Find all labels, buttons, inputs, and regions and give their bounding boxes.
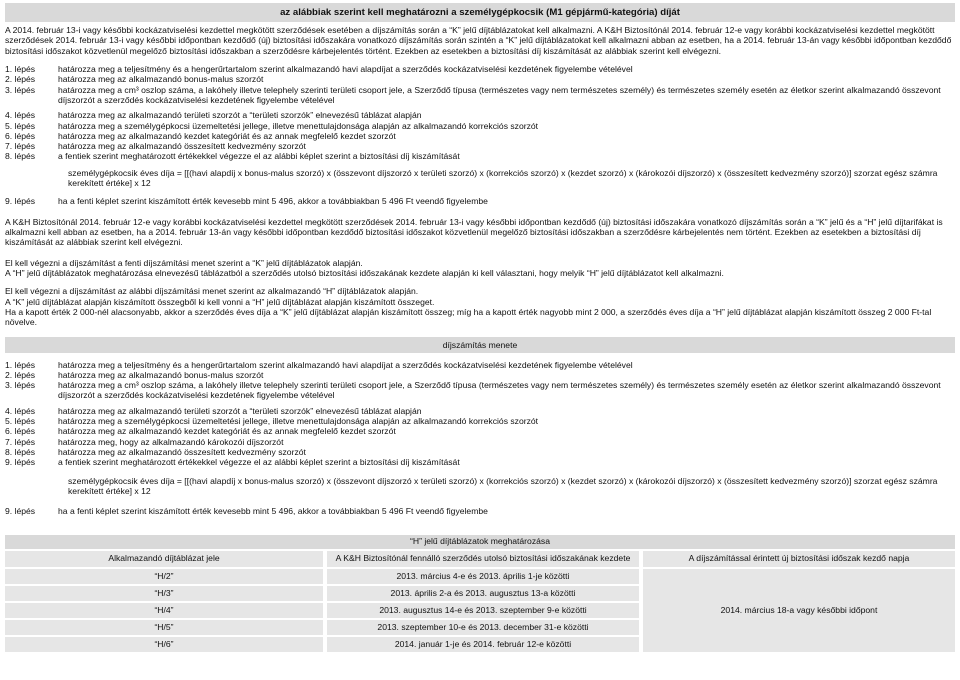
step-text: határozza meg, hogy az alkalmazandó károkozói díjszorzót <box>58 436 284 447</box>
step-number: 9. lépés <box>5 457 36 468</box>
document-page <box>5 3 955 654</box>
h-tariff-table <box>5 533 955 654</box>
step-text: határozza meg a cm³ oszlop száma, a lakóhely illetve telephely szerinti területi csoport jele, a Szerződő típusa (természetes vagy nem természetes személy) és természetes személy esetén az életkor szerint alkalmazandó összevont díjszorzót a szerződés kockázatviselési kezdetének figyelembe vételével <box>58 84 941 105</box>
table-cell-period: 2013. április 2-a és 2013. augusztus 13-a közötti <box>327 586 639 601</box>
step-text: határozza meg a személygépkocsi üzemeltetési jellege, illetve menettulajdonsága alapján az alkalmazandó korrekciós szorzót <box>58 416 539 427</box>
table-cell-period: 2014. január 1-je és 2014. február 12-e közötti <box>327 637 639 652</box>
step-text: ha a fenti képlet szerint kiszámított érték kevesebb mint 5 496, akkor a továbbiakban 5 496 Ft veendő figyelembe <box>58 506 488 517</box>
h-tariff-paragraph: A K&H Biztosítónál 2014. február 12-e vagy korábbi kockázatviselési kezdettel megkötött szerződések 2014. február 13-i vagy későbbi időpontban kezdődő (új) biztosítási időszakára vonatkozó díjszámítás során a “K” jelű és a “H” jelű díjtarifákat is alkalmazni kell abban az esetben, ha a 2014. február 13-án vagy későbbi időpontban kezdődő biztosítási időszakot közvetlenül megelőző biztosítási időszakban a szerződésre kárbejelentés nem történt. Ezekben az esetekben a biztosítási díj kiszámítását az alábbiak szerint kell elvégezni. <box>5 216 943 248</box>
step-number: 5. lépés <box>5 416 36 427</box>
formula-h: személygépkocsik éves díja = [[(havi alapdíj x bonus-malus szorzó) x (összevont díjszorzó x területi szorzó) x (korrekciós szorzó) x (kezdet szorzó) x (károkozói díjszorzó) x (összesített kedvezmény szorzó)] szorzat egész számra kerekített értéke] x 12 <box>68 475 938 496</box>
table-cell-code: “H/2” <box>5 569 323 584</box>
table-header: Alkalmazandó díjtáblázat jele <box>5 551 323 567</box>
step-text: határozza meg az alkalmazandó összesített kedvezmény szorzót <box>58 141 306 152</box>
step-number: 3. lépés <box>5 84 36 95</box>
table-cell-period: 2013. március 4-e és 2013. április 1-je közötti <box>327 569 639 584</box>
table-cell-code: “H/3” <box>5 586 323 601</box>
step-text: a fentiek szerint meghatározott értékekkel végezze el az alábbi képlet szerint a biztosítási díj kiszámítását <box>58 151 460 162</box>
intro-paragraph: A 2014. február 13-i vagy későbbi kockázatviselési kezdettel megkötött szerződések esetében a díjszámítás során a “K” jelű díjtáblázatokat kell alkalmazni. A K&H Biztosítónál 2014. február 12-e vagy korábbi kockázatviselési kezdettel megkötött szerződések 2014. február 13-i vagy későbbi időpontban kezdődő (új) biztosítási időszakára vonatkozó díjszámítás során szintén a “K” jelű díjtáblázatokat kell alkalmazni abban az esetben, ha a 2014. február 13-án vagy későbbi időpontban kezdődő biztosítási időszakot közvetlenül megelőző biztosítási időszakban a szerződésre kárbejelentés történt. Ezekben az esetekben a biztosítási díj kiszámítását az alábbiak szerint kell elvégezni. <box>5 25 952 56</box>
step-text: határozza meg az alkalmazandó kezdet kategóriát és az annak megfelelő kezdet szorzót <box>58 426 396 437</box>
calc-paragraph-2: El kell végezni a díjszámítást az alábbi díjszámítási menet szerint az alkalmazandó “H” díjtáblázatok alapján. A “K” jelű díjtáblázat alapján kiszámított összegből ki kell vonni a “H” jelű díjtáblázat alapján kiszámított összeget. Ha a kapott érték 2 000-nél alacsonyabb, akkor a szerződés éves díja a “K” jelű díjtáblázat alapján kiszámított összeg; míg ha a kapott érték nagyobb mint 2 000, a szerződés éves díja a “H” jelű díjtáblázat alapján kiszámított összeg 2 000 Ft-tal növelve. <box>5 286 932 328</box>
calc-process-title: díjszámítás menete <box>442 339 518 350</box>
step-text: határozza meg az alkalmazandó bonus-malus szorzót <box>58 74 264 85</box>
table-row <box>5 569 955 584</box>
steps-h-list <box>5 360 955 468</box>
table-cell-period: 2013. szeptember 10-e és 2013. december 31-e közötti <box>327 620 639 635</box>
step-text: határozza meg az alkalmazandó kezdet kategóriát és az annak megfelelő kezdet szorzót <box>58 130 396 141</box>
table-title: “H” jelű díjtáblázatok meghatározása <box>5 535 955 549</box>
step-number: 9. lépés <box>5 196 36 207</box>
calc-paragraph-1: El kell végezni a díjszámítást a fenti díjszámítási menet szerint a “K” jelű díjtáblázatok alapján. A “H” jelű díjtáblázatok meghatározása elnevezésű táblázatból a szerződés utolsó biztosítási időszakának kezdete alapján ki kell választani, hogy melyik “H” jelű díjtáblázatot kell alkalmazni. <box>5 257 724 278</box>
step-number: 8. lépés <box>5 151 36 162</box>
step-text: határozza meg az alkalmazandó bonus-malus szorzót <box>58 369 264 380</box>
step-text: határozza meg az alkalmazandó összesített kedvezmény szorzót <box>58 447 306 457</box>
step-number: 8. lépés <box>5 447 36 457</box>
table-header: A díjszámítással érintett új biztosítási időszak kezdő napja <box>643 551 955 567</box>
table-cell-code: “H/5” <box>5 620 323 635</box>
table-cell-code: “H/4” <box>5 603 323 618</box>
step-text: határozza meg a személygépkocsi üzemeltetési jellege, illetve menettulajdonsága alapján az alkalmazandó korrekciós szorzót <box>58 120 539 131</box>
step-number: 1. lépés <box>5 63 36 74</box>
step-text: ha a fenti képlet szerint kiszámított érték kevesebb mint 5 496, akkor a továbbiakban 5 496 Ft veendő figyelembe <box>58 196 488 207</box>
calc-process-bar <box>5 337 955 353</box>
step-text: határozza meg a teljesítmény és a hengerűrtartalom szerint alkalmazandó havi alapdíjat a szerződés kockázatviselési kezdetének figyelembe vételével <box>58 63 633 74</box>
step-text: a fentiek szerint meghatározott értékekkel végezze el az alábbi képlet szerint a biztosítási díj kiszámítását <box>58 457 460 468</box>
step9-k <box>5 196 955 206</box>
step-number: 7. lépés <box>5 141 36 152</box>
step-number: 5. lépés <box>5 120 36 131</box>
step-text: határozza meg a cm³ oszlop száma, a lakóhely illetve telephely szerinti területi csoport jele, a Szerződő típusa (természetes vagy nem természetes személy) és természetes személy esetén az életkor szerint alkalmazandó összevont díjszorzót a szerződés kockázatviselési kezdetének figyelembe vételével <box>58 380 941 401</box>
section-header: az alábbiak szerint kell meghatározni a személygépkocsik (M1 gépjármű-kategória) díját <box>5 3 955 22</box>
step-number: 4. lépés <box>5 405 36 416</box>
step-number: 2. lépés <box>5 74 36 85</box>
step-number: 3. lépés <box>5 380 36 391</box>
step-number: 4. lépés <box>5 110 36 121</box>
table-cell-code: “H/6” <box>5 637 323 652</box>
step-text: határozza meg az alkalmazandó területi szorzót a “területi szorzók” elnevezésű táblázat alapján <box>58 405 422 416</box>
step9-h <box>5 506 955 516</box>
step-number: 7. lépés <box>5 436 36 447</box>
step-number: 6. lépés <box>5 130 36 141</box>
steps-k-list <box>5 64 955 162</box>
step-text: határozza meg az alkalmazandó területi szorzót a “területi szorzók” elnevezésű táblázat alapján <box>58 110 422 121</box>
table-cell-period: 2013. augusztus 14-e és 2013. szeptember 9-e közötti <box>327 603 639 618</box>
step-number: 1. lépés <box>5 359 36 370</box>
step-number: 9. lépés <box>5 506 36 517</box>
step-number: 6. lépés <box>5 426 36 437</box>
step-number: 2. lépés <box>5 369 36 380</box>
step-text: határozza meg a teljesítmény és a hengerűrtartalom szerint alkalmazandó havi alapdíjat a szerződés kockázatviselési kezdetének figyelembe vételével <box>58 359 633 370</box>
table-header: A K&H Biztosítónál fennálló szerződés utolsó biztosítási időszakának kezdete <box>327 551 639 567</box>
table-cell-new-period: 2014. március 18-a vagy későbbi időpont <box>643 569 955 652</box>
formula-k: személygépkocsik éves díja = [[(havi alapdíj x bonus-malus szorzó) x (összevont díjszorzó x területi szorzó) x (korrekciós szorzó) x (kezdet szorzó) x (károkozói díjszorzó) x (összesített kedvezmény szorzó)] szorzat egész számra kerekített értéke] x 12 <box>68 167 938 189</box>
